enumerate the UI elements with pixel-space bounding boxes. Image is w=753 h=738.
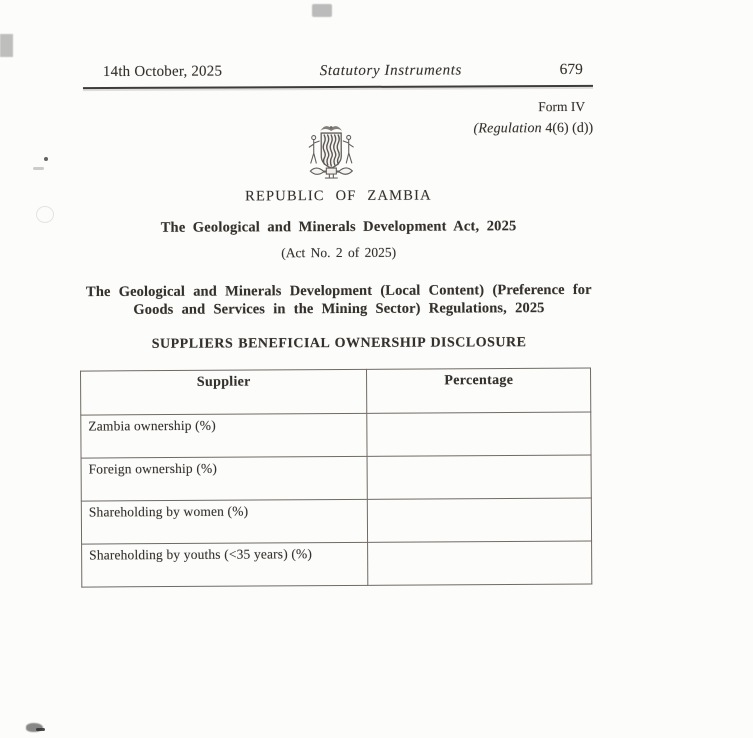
zambia-coat-of-arms-icon [303, 122, 359, 180]
regulations-title: The Geological and Minerals Development (Local Content) (Preference for Goods and Services in the Mining Sector) Regulations, 2025 [85, 281, 592, 318]
issue-date: 14th October, 2025 [102, 63, 223, 81]
page-header [83, 61, 593, 81]
scan-speck [36, 206, 54, 223]
scan-smudge-left-edge [0, 34, 13, 57]
regulation-reference-rest: 4(6) (d)) [545, 120, 594, 137]
row-value-shareholding-youths [368, 541, 592, 585]
republic-heading: REPUBLIC OF ZAMBIA [245, 187, 432, 205]
section-heading: SUPPLIERS BENEFICIAL OWNERSHIP DISCLOSURE [151, 335, 527, 352]
column-header-percentage: Percentage [367, 368, 591, 413]
table-row [81, 498, 591, 544]
table-header-row [81, 368, 591, 415]
journal-title: Statutory Instruments [319, 62, 463, 80]
ownership-disclosure-table [80, 367, 592, 587]
form-number-label: Form IV [538, 98, 586, 115]
scan-mark-bottom-left [36, 728, 45, 731]
row-value-shareholding-women [368, 498, 592, 542]
header-rule [83, 85, 593, 89]
table-row [81, 412, 591, 458]
scan-speck [33, 167, 44, 170]
row-label-zambia-ownership: Zambia ownership (%) [81, 413, 368, 458]
regulation-reference-italic: (Regulation [473, 121, 542, 137]
scan-smudge-top [312, 4, 332, 17]
row-label-shareholding-women: Shareholding by women (%) [81, 499, 368, 544]
act-title: The Geological and Minerals Development Act, 2025 [160, 218, 517, 236]
table-row [81, 455, 591, 501]
row-value-zambia-ownership [367, 412, 591, 456]
row-label-foreign-ownership: Foreign ownership (%) [81, 456, 368, 501]
page-number: 679 [559, 60, 583, 79]
row-value-foreign-ownership [367, 455, 591, 499]
scan-speck [44, 157, 48, 161]
column-header-supplier: Supplier [81, 369, 368, 415]
row-label-shareholding-youths: Shareholding by youths (<35 years) (%) [82, 542, 369, 587]
coat-of-arms-container [83, 121, 593, 181]
act-number: (Act No. 2 of 2025) [281, 244, 397, 261]
table-row [82, 541, 592, 587]
document-content [83, 61, 595, 587]
